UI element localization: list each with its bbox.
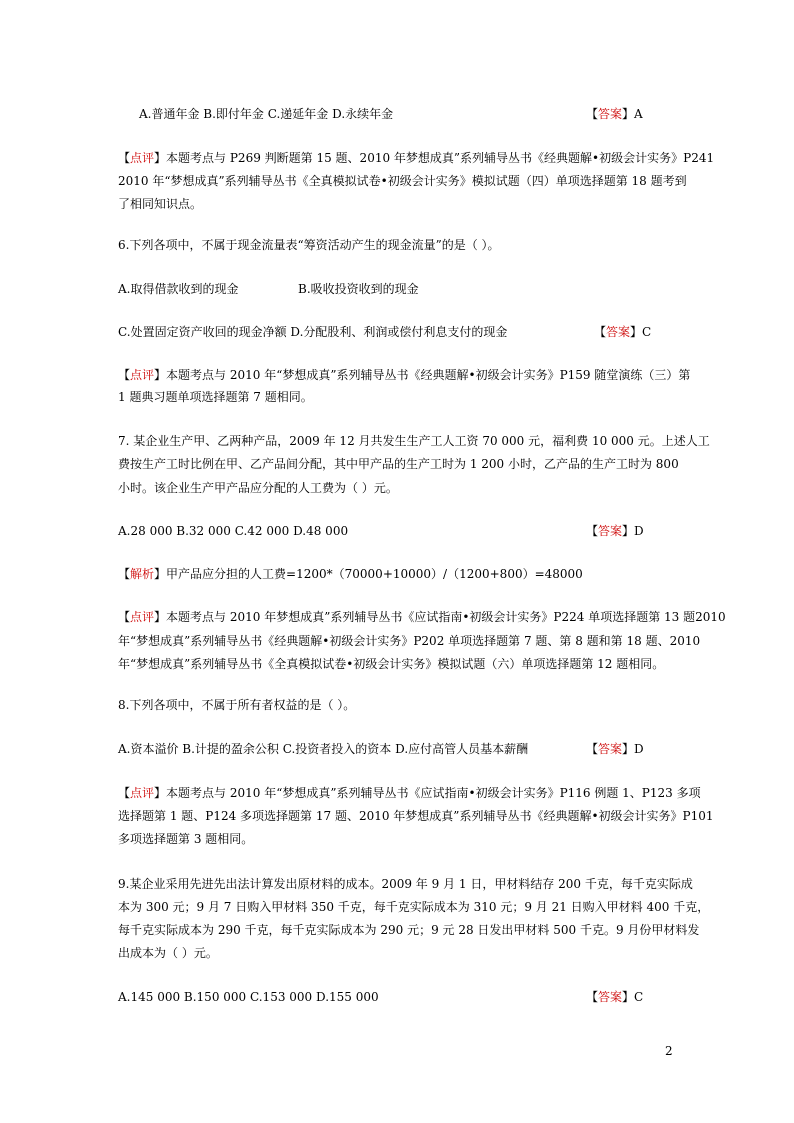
q9-options: A.145 000 B.150 000 C.153 000 D.155 000 <box>118 990 379 1004</box>
top-answer <box>586 107 643 122</box>
q7-comment-line-2: 年“梦想成真”系列辅导丛书《经典题解•初级会计实务》P202 单项选择题第 7 题、第 8 题和第 18 题、2010 <box>118 634 701 648</box>
page-number: 2 <box>665 1044 673 1058</box>
q9-stem-line-3: 每千克实际成本为 290 千克，每千克实际成本为 290 元；9 元 28 日发出甲材料 500 千克。9 月份甲材料发 <box>118 923 700 937</box>
q9-stem-line-1: 9.某企业采用先进先出法计算发出原材料的成本。2009 年 9 月 1 日，甲材料结存 200 千克，每千克实际成 <box>118 877 693 891</box>
q8-stem: 8.下列各项中，不属于所有者权益的是（ ）。 <box>118 698 356 712</box>
q8-comment-line-1: 【点评】本题考点与 2010 年“梦想成真”系列辅导丛书《应试指南•初级会计实务》P116 例题 1、P123 多项 <box>118 786 701 800</box>
answer-value: A <box>634 107 643 121</box>
answer-bracket-open: 【 <box>586 107 599 121</box>
q8-options: A.资本溢价 B.计提的盈余公积 C.投资者投入的资本 D.应付高管人员基本薪酬 <box>118 742 529 756</box>
q6-comment-line-2: 1 题典习题单项选择题第 7 题相同。 <box>118 390 313 404</box>
q9-answer: 【答案】C <box>586 990 644 1004</box>
q6-option-b: B.吸收投资收到的现金 <box>298 282 419 296</box>
q6-comment-line-1: 【点评】本题考点与 2010 年“梦想成真”系列辅导丛书《经典题解•初级会计实务》P159 随堂演练（三）第 <box>118 368 691 382</box>
q8-comment-line-2: 选择题第 1 题、P124 多项选择题第 17 题、2010 年梦想成真”系列辅导丛书《经典题解•初级会计实务》P101 <box>118 809 714 823</box>
q7-stem-line-1: 7. 某企业生产甲、乙两种产品，2009 年 12 月共发生生产工人工资 70 000 元，福利费 10 000 元。上述人工 <box>118 434 710 448</box>
q6-answer: 【答案】C <box>594 325 652 339</box>
top-comment-line-2: 2010 年“梦想成真”系列辅导丛书《全真模拟试卷•初级会计实务》模拟试题（四）单项选择题第 18 题考到 <box>118 174 687 188</box>
q9-stem-line-4: 出成本为（ ）元。 <box>118 946 218 960</box>
q7-stem-line-2: 费按生产工时比例在甲、乙产品间分配，其中甲产品的生产工时为 1 200 小时，乙产品的生产工时为 800 <box>118 457 679 471</box>
q8-comment-line-3: 多项选择题第 3 题相同。 <box>118 832 254 846</box>
q7-stem-line-3: 小时。该企业生产甲产品应分配的人工费为（ ）元。 <box>118 481 398 495</box>
answer-bracket-close: 】 <box>622 107 635 121</box>
q8-answer: 【答案】D <box>586 742 644 756</box>
q7-answer: 【答案】D <box>586 524 644 538</box>
q7-comment-line-3: 年“梦想成真”系列辅导丛书《全真模拟试卷•初级会计实务》模拟试题（六）单项选择题第 12 题相同。 <box>118 657 665 671</box>
q6-option-a: A.取得借款收到的现金 <box>118 282 239 296</box>
q9-stem-line-2: 本为 300 元；9 月 7 日购入甲材料 350 千克，每千克实际成本为 310 元；9 月 21 日购入甲材料 400 千克， <box>118 900 710 914</box>
top-comment-line-3: 了相同知识点。 <box>118 197 203 211</box>
q7-comment-line-1: 【点评】本题考点与 2010 年梦想成真”系列辅导丛书《应试指南•初级会计实务》P224 单项选择题第 13 题2010 <box>118 610 726 624</box>
top-options: A.普通年金 B.即付年金 C.递延年金 D.永续年金 <box>139 107 394 121</box>
q7-options: A.28 000 B.32 000 C.42 000 D.48 000 <box>118 524 349 538</box>
top-comment-line-1: 【点评】本题考点与 P269 判断题第 15 题、2010 年梦想成真”系列辅导丛书《经典题解•初级会计实务》P241 <box>118 151 715 165</box>
answer-label: 答案 <box>598 107 623 121</box>
q6-stem: 6.下列各项中，不属于现金流量表“筹资活动产生的现金流量”的是（ ）。 <box>118 238 500 252</box>
q7-analysis: 【解析】甲产品应分担的人工费=1200*（70000+10000）/（1200+800）=48000 <box>118 567 583 581</box>
q6-options-cd: C.处置固定资产收回的现金净额 D.分配股利、利润或偿付利息支付的现金 <box>118 325 508 339</box>
